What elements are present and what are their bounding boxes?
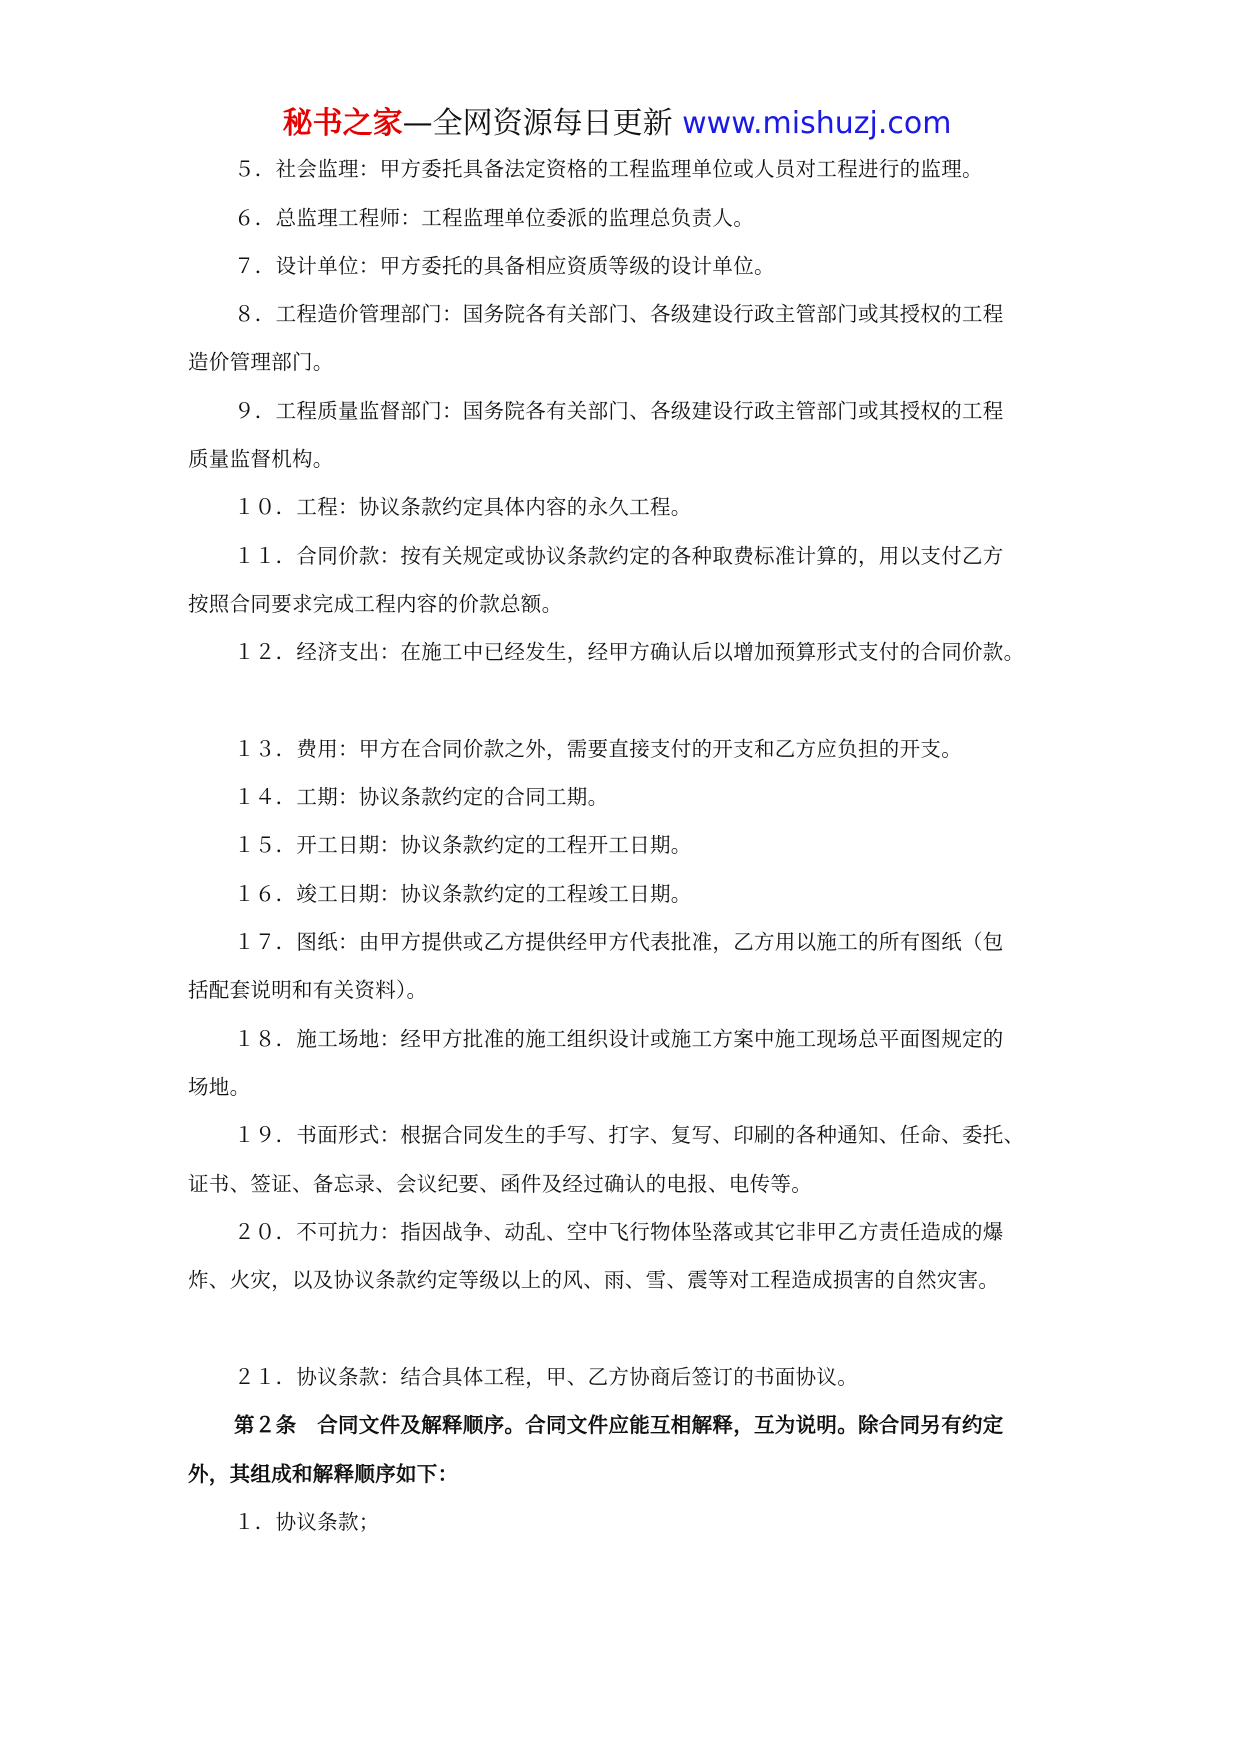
clause-10: １０．工程：协议条款约定具体内容的永久工程。 (234, 495, 692, 519)
site-banner (0, 104, 1234, 144)
clause-19: １９．书面形式：根据合同发生的手写、打字、复写、印刷的各种通知、任命、委托、 (234, 1123, 1025, 1147)
clause-11-cont: 按照合同要求完成工程内容的价款总额。 (188, 592, 563, 616)
order-item-1: １．协议条款； (234, 1510, 380, 1534)
banner-brand: 秘书之家 (282, 106, 403, 141)
clause-18: １８．施工场地：经甲方批准的施工组织设计或施工方案中施工现场总平面图规定的 (234, 1027, 1004, 1051)
clause-12: １２．经济支出：在施工中已经发生，经甲方确认后以增加预算形式支付的合同价款。 (234, 640, 1025, 664)
clause-20: ２０．不可抗力：指因战争、动乱、空中飞行物体坠落或其它非甲乙方责任造成的爆 (234, 1220, 1004, 1244)
clause-9-cont: 质量监督机构。 (188, 447, 334, 471)
banner-slogan: —全网资源每日更新 (402, 106, 683, 141)
banner-url-link[interactable]: www.mishuzj.com (682, 106, 952, 141)
clause-6: ６．总监理工程师：工程监理单位委派的监理总负责人。 (234, 206, 754, 230)
clause-17: １７．图纸：由甲方提供或乙方提供经甲方代表批准，乙方用以施工的所有图纸（包 (234, 930, 1004, 954)
clause-17-cont: 括配套说明和有关资料）。 (188, 978, 428, 1002)
clause-14: １４．工期：协议条款约定的合同工期。 (234, 785, 609, 809)
clause-15: １５．开工日期：协议条款约定的工程开工日期。 (234, 833, 692, 857)
clause-16: １６．竣工日期：协议条款约定的工程竣工日期。 (234, 882, 692, 906)
clause-18-cont: 场地。 (188, 1075, 251, 1099)
clause-11: １１．合同价款：按有关规定或协议条款约定的各种取费标准计算的，用以支付乙方 (234, 544, 1004, 568)
clause-21: ２１．协议条款：结合具体工程，甲、乙方协商后签订的书面协议。 (234, 1365, 858, 1389)
clause-8-cont: 造价管理部门。 (188, 350, 334, 374)
clause-7: ７．设计单位：甲方委托的具备相应资质等级的设计单位。 (234, 254, 775, 278)
article-2-heading: 第２条 合同文件及解释顺序。合同文件应能互相解释，互为说明。除合同另有约定 (234, 1413, 1004, 1437)
clause-20-cont: 炸、火灾，以及协议条款约定等级以上的风、雨、雪、震等对工程造成损害的自然灾害。 (188, 1268, 1000, 1292)
clause-19-cont: 证书、签证、备忘录、会议纪要、函件及经过确认的电报、电传等。 (188, 1172, 812, 1196)
clause-9: ９．工程质量监督部门：国务院各有关部门、各级建设行政主管部门或其授权的工程 (234, 399, 1004, 423)
clause-13: １３．费用：甲方在合同价款之外，需要直接支付的开支和乙方应负担的开支。 (234, 737, 962, 761)
clause-5: ５．社会监理：甲方委托具备法定资格的工程监理单位或人员对工程进行的监理。 (234, 157, 983, 181)
article-2-heading-cont: 外，其组成和解释顺序如下： (188, 1462, 459, 1486)
clause-8: ８．工程造价管理部门：国务院各有关部门、各级建设行政主管部门或其授权的工程 (234, 302, 1004, 326)
